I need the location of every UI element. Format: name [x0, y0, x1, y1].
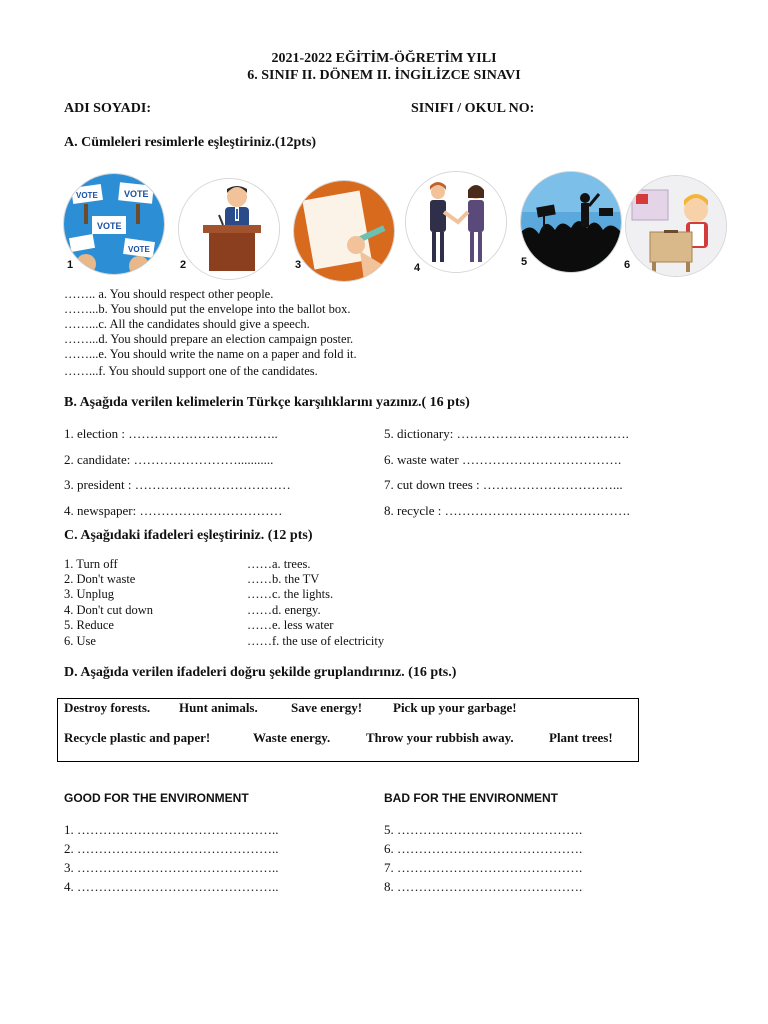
word-4-line: 4. newspaper: ……………………………: [64, 503, 283, 518]
phrase-throw-rubbish: Throw your rubbish away.: [366, 730, 514, 745]
section-d-title: D. Aşağıda verilen ifadeleri doğru şekilde gruplandırınız. (16 pts.): [64, 665, 457, 680]
match-left-5: 5. Reduce: [64, 618, 114, 632]
bad-line-7: 7. …………………………………….: [384, 860, 583, 875]
match-right-f: ……f. the use of electricity: [247, 634, 385, 648]
match-left-3: 3. Unplug: [64, 587, 114, 601]
word-8-line: 8. recycle : …………………………………….: [384, 503, 630, 518]
match-left-6: 6. Use: [64, 634, 96, 648]
sentence-e: ……...e. You should write the name on a paper and fold it.: [64, 347, 357, 361]
sentence-d: ……...d. You should prepare an election campaign poster.: [64, 332, 354, 346]
exam-year-title: 2021-2022 EĞİTİM-ÖĞRETİM YILI: [271, 51, 497, 66]
phrase-plant-trees: Plant trees!: [549, 730, 613, 745]
match-right-d: ……d. energy.: [247, 603, 321, 617]
word-3-line: 3. president : ………………………………: [64, 477, 291, 492]
match-right-e: ……e. less water: [247, 618, 334, 632]
word-7-line: 7. cut down trees : …………………………...: [384, 477, 623, 492]
svg-text:VOTE: VOTE: [124, 189, 149, 199]
writing-paper-icon: [293, 180, 395, 282]
match-right-c: ……c. the lights.: [247, 587, 334, 601]
word-6-line: 6. waste water ……………………………….: [384, 452, 622, 467]
bad-line-8: 8. …………………………………….: [384, 879, 583, 894]
section-c-title: C. Aşağıdaki ifadeleri eşleştiriniz. (12 pts): [64, 528, 313, 543]
match-left-1: 1. Turn off: [64, 557, 118, 571]
bad-line-5: 5. …………………………………….: [384, 822, 583, 837]
good-line-1: 1. ………………………………………..: [64, 822, 279, 837]
handshake-icon: [405, 171, 507, 273]
match-right-a: ……a. trees.: [247, 557, 311, 571]
phrase-waste-energy: Waste energy.: [253, 730, 331, 745]
picture-number-2: 2: [180, 259, 187, 271]
good-line-2: 2. ………………………………………..: [64, 841, 279, 856]
sentence-b: ……...b. You should put the envelope into the ballot box.: [64, 302, 351, 316]
good-environment-heading: GOOD FOR THE ENVIRONMENT: [64, 791, 249, 805]
word-5-line: 5. dictionary: ………………………………….: [384, 426, 629, 441]
svg-text:VOTE: VOTE: [128, 245, 150, 254]
phrase-pick-up-garbage: Pick up your garbage!: [393, 700, 517, 715]
good-line-3: 3. ………………………………………..: [64, 860, 279, 875]
sentence-f: ……...f. You should support one of the candidates.: [64, 364, 318, 378]
phrase-save-energy: Save energy!: [291, 700, 363, 715]
picture-number-1: 1: [67, 259, 74, 271]
match-right-b: ……b. the TV: [247, 572, 320, 586]
good-line-4: 4. ………………………………………..: [64, 879, 279, 894]
bad-environment-heading: BAD FOR THE ENVIRONMENT: [384, 791, 558, 805]
word-2-line: 2. candidate: ……………………...........: [64, 452, 274, 467]
section-a-title: A. Cümleleri resimlerle eşleştiriniz.(12pts): [64, 135, 317, 150]
svg-text:VOTE: VOTE: [76, 191, 98, 200]
phrase-hunt-animals: Hunt animals.: [179, 700, 258, 715]
match-left-2: 2. Don't waste: [64, 572, 136, 586]
picture-number-5: 5: [521, 256, 528, 268]
match-left-4: 4. Don't cut down: [64, 603, 154, 617]
sentence-c: ……...c. All the candidates should give a speech.: [64, 317, 310, 331]
class-label: SINIFI / OKUL NO:: [411, 101, 535, 116]
sentence-a: …….. a. You should respect other people.: [64, 287, 274, 301]
phrase-destroy-forests: Destroy forests.: [64, 700, 151, 715]
exam-name-title: 6. SINIF II. DÖNEM II. İNGİLİZCE SINAVI: [247, 68, 521, 83]
crowd-rally-icon: [520, 171, 622, 273]
picture-number-4: 4: [414, 262, 421, 274]
svg-text:VOTE: VOTE: [97, 221, 122, 231]
phrase-recycle: Recycle plastic and paper!: [64, 730, 211, 745]
podium-speaker-icon: [178, 178, 280, 280]
section-b-title: B. Aşağıda verilen kelimelerin Türkçe karşılıklarını yazınız.( 16 pts): [64, 395, 470, 410]
name-label: ADI SOYADI:: [64, 101, 152, 116]
ballot-box-icon: [625, 175, 727, 277]
bad-line-6: 6. …………………………………….: [384, 841, 583, 856]
vote-signs-icon: [63, 173, 165, 275]
phrase-box: [57, 698, 639, 762]
word-1-line: 1. election : ……………………………..: [64, 426, 278, 441]
picture-number-3: 3: [295, 259, 302, 271]
picture-number-6: 6: [624, 259, 631, 271]
